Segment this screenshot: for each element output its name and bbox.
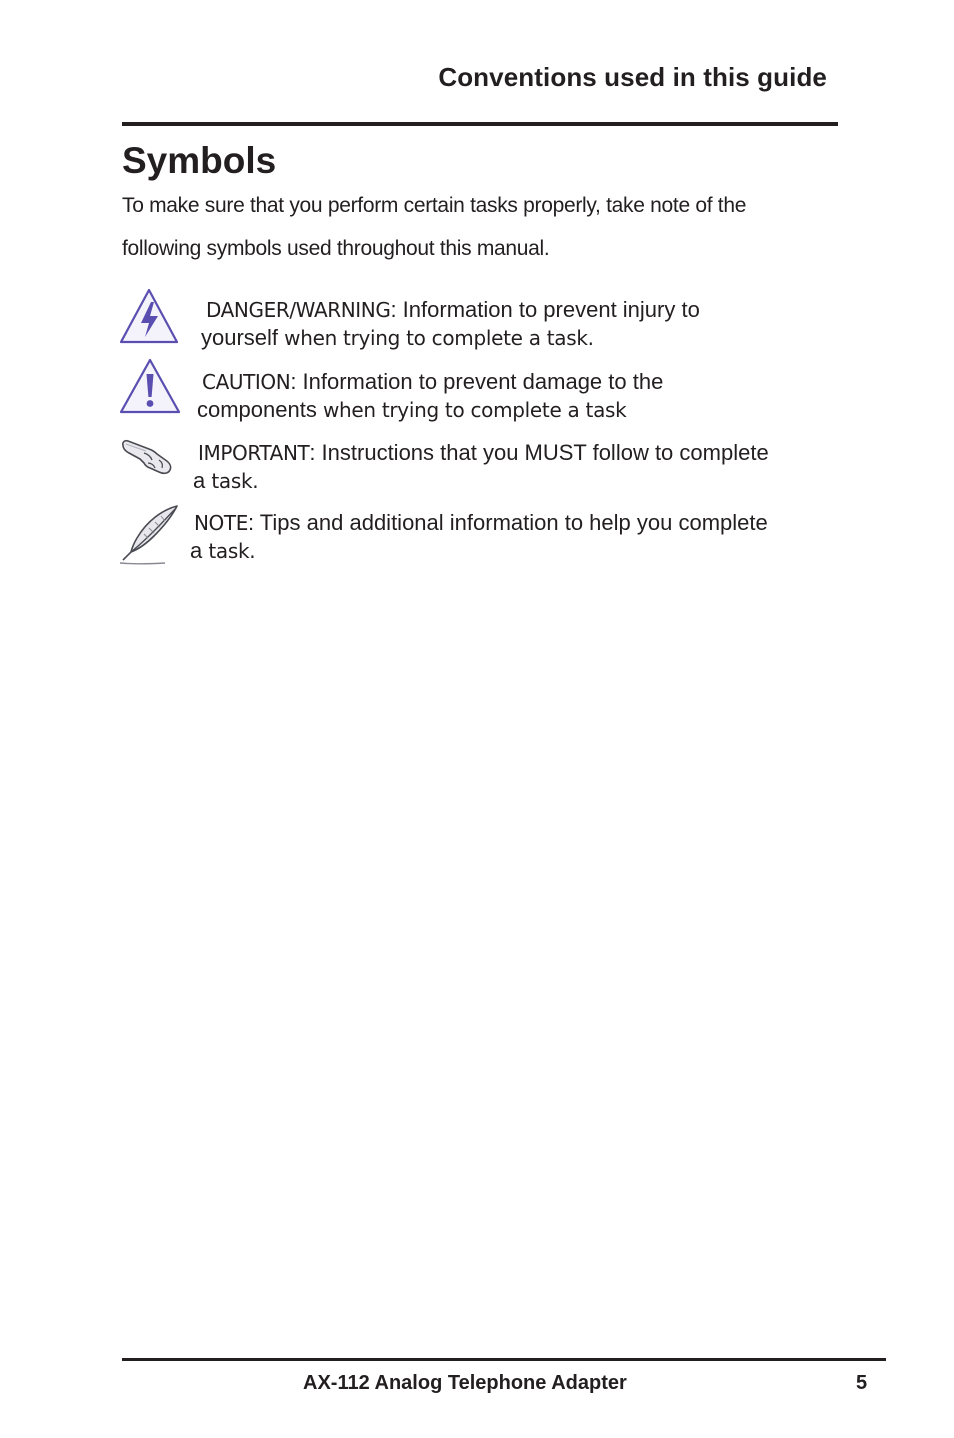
symbol-note-tail: task. bbox=[208, 539, 256, 563]
symbol-danger-warning bbox=[201, 296, 821, 352]
symbol-danger-line-2 bbox=[201, 324, 821, 352]
symbol-important bbox=[193, 439, 853, 495]
symbol-caution bbox=[197, 368, 837, 424]
symbol-danger-lead: yourself bbox=[201, 325, 285, 350]
symbol-danger-text: : Information to prevent injury to bbox=[390, 297, 700, 322]
symbol-note-lead: a bbox=[190, 538, 209, 563]
symbol-danger-term: DANGER/WARNING bbox=[206, 298, 391, 322]
symbol-note-text: : Tips and additional information to help you complete bbox=[247, 510, 768, 535]
symbol-note-line-2 bbox=[190, 537, 860, 565]
symbol-note bbox=[190, 509, 860, 565]
footer-rule bbox=[122, 1358, 886, 1361]
header-rule bbox=[122, 122, 838, 126]
symbol-danger-tail: when trying to complete a task. bbox=[284, 326, 594, 350]
symbol-note-line-1 bbox=[190, 509, 860, 537]
footer-title: AX-112 Analog Telephone Adapter bbox=[303, 1372, 627, 1394]
symbol-caution-tail: when trying to complete a task bbox=[322, 398, 627, 422]
intro-line-2: following symbols used throughout this manual. bbox=[122, 237, 550, 260]
symbol-important-term: IMPORTANT bbox=[198, 441, 310, 465]
symbol-caution-term: CAUTION bbox=[202, 370, 291, 394]
page-title: Symbols bbox=[122, 140, 277, 181]
exclamation-caution-icon bbox=[118, 357, 182, 415]
intro-paragraph bbox=[122, 184, 822, 270]
symbol-important-tail: task. bbox=[211, 469, 259, 493]
symbol-caution-line-1 bbox=[197, 368, 837, 396]
symbol-important-lead: a bbox=[193, 468, 212, 493]
symbol-caution-line-2 bbox=[197, 396, 837, 424]
lightning-warning-icon bbox=[118, 287, 180, 345]
pointing-hand-icon bbox=[120, 436, 174, 476]
running-header: Conventions used in this guide bbox=[438, 62, 827, 92]
symbol-caution-lead: components bbox=[197, 397, 323, 422]
intro-line-1: To make sure that you perform certain tasks properly, take note of the bbox=[122, 194, 747, 217]
symbol-danger-line-1 bbox=[201, 296, 821, 324]
symbol-important-text: : Instructions that you MUST follow to complete bbox=[309, 440, 769, 465]
symbol-note-term: NOTE bbox=[194, 511, 248, 535]
symbol-caution-text: : Information to prevent damage to the bbox=[290, 369, 664, 394]
symbol-important-line-1 bbox=[193, 439, 853, 467]
page-number: 5 bbox=[856, 1372, 868, 1394]
feather-quill-icon bbox=[117, 503, 183, 567]
symbol-important-line-2 bbox=[193, 467, 853, 495]
